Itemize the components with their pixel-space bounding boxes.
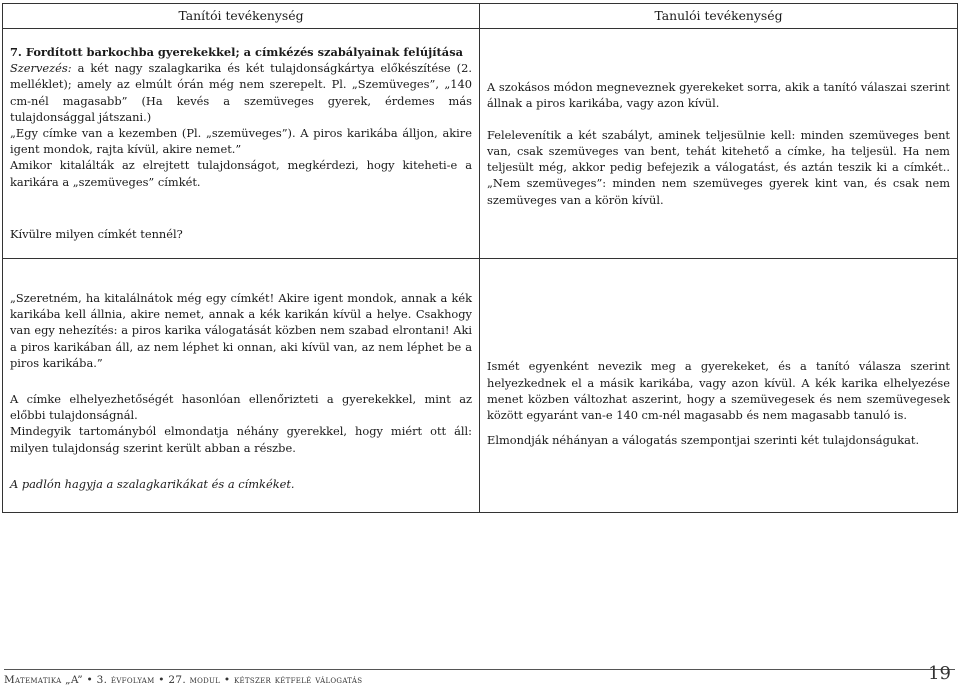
lesson-table	[2, 3, 958, 513]
organize-label: Szervezés:	[10, 61, 72, 76]
table-header-row	[3, 4, 958, 29]
page-number: 19	[928, 663, 951, 684]
teacher-paragraph: A címke elhelyezhetőségét hasonlóan ellenőrizteti a gyerekekkel, mint az előbbi tulajdonságnál.	[10, 392, 472, 423]
footer-running-title	[4, 674, 362, 686]
lesson-table-frame	[2, 3, 957, 509]
footer-module-title: kétszer kétfelé válogatás	[233, 674, 363, 686]
footer-divider	[4, 669, 955, 670]
teacher-paragraph: Amikor kitalálták az elrejtett tulajdonságot, megkérdezi, hogy kiteheti-e a karikára a „szemüveges” címkét.	[10, 158, 472, 189]
table-row	[3, 29, 958, 259]
footer-grade: 3. évfolyam	[96, 674, 155, 686]
teacher-note: A padlón hagyja a szalagkarikákat és a címkéket.	[10, 476, 295, 491]
row2-teacher-cell	[3, 259, 480, 513]
footer-subject: Matematika „A”	[4, 674, 83, 686]
teacher-quote-paragraph: „Szeretném, ha kitalálnátok még egy címkét! Akire igent mondok, annak a kék karikába kell állnia, akire nemet, annak a kék karikán kívül a helye. Csakhogy van egy nehezítés: a piros karika válogatását közben nem szabad elrontani! Aki a piros karikában áll, az nem léphet ki onnan, aki kívül van, az nem léphet be a piros karikába.”	[10, 290, 472, 370]
student-activity-header: Tanulói tevékenység	[480, 4, 958, 29]
footer-module: 27. modul	[168, 674, 221, 686]
row2-student-cell	[480, 259, 958, 513]
student-paragraph: A szokásos módon megneveznek gyerekeket sorra, akik a tanító válaszai szerint állnak a piros karikába, vagy azon kívül.	[487, 80, 950, 111]
student-paragraph: Elmondják néhányan a válogatás szempontjai szerinti két tulajdonságukat.	[487, 433, 920, 448]
row1-teacher-cell	[3, 29, 480, 259]
organize-text: a két nagy szalagkarika és két tulajdonságkártya előkészítése (2. melléklet); amely az elmúlt órán még nem szerepelt. Pl. „Szemüveges”, „140 cm-nél magasabb” (Ha kevés a szemüveges gyerek, érdemes más tulajdonsággal játszani.)	[10, 61, 472, 124]
footer-separator: •	[86, 674, 94, 686]
teacher-activity-header: Tanítói tevékenység	[3, 4, 480, 29]
section-title: 7. Fordított barkochba gyerekekkel; a címkézés szabályainak felújítása	[10, 44, 463, 59]
table-row	[3, 259, 958, 513]
row1-student-cell	[480, 29, 958, 259]
organize-paragraph	[10, 60, 472, 125]
footer-separator: •	[158, 674, 165, 686]
teacher-question: Kívülre milyen címkét tennél?	[10, 226, 183, 241]
student-paragraph: Felelevenítik a két szabályt, aminek teljesülnie kell: minden szemüveges bent van, csak szemüveges van bent, tehát kitehető a címke, ha teljesül. Ha nem teljesült még, akkor pedig befejezik a válogatást, és aztán teszik ki a címkét.. „Nem szemüveges”: minden nem szemüveges gyerek kint van, és csak nem szemüveges van a körön kívül.	[487, 127, 950, 207]
teacher-paragraph: Mindegyik tartományból elmondatja néhány gyerekkel, hogy miért ott áll: milyen tulajdonság szerint került abban a részbe.	[10, 424, 472, 455]
footer-separator: •	[223, 674, 231, 686]
student-paragraph: Ismét egyenként nevezik meg a gyerekeket, és a tanító válasza szerint helyezkednek el a másik karikába, vagy azon kívül. A kék karika elhelyezése menet közben változhat aszerint, hogy a szemüvegesek és nem szemüvegesek között egyaránt van-e 140 cm-nél magasabb és nem magasabb tanuló is.	[487, 359, 950, 423]
teacher-quote-paragraph: „Egy címke van a kezemben (Pl. „szemüveges”). A piros karikába álljon, akire igent mondok, rajta kívül, akire nemet.”	[10, 126, 472, 157]
page-footer	[4, 663, 955, 690]
